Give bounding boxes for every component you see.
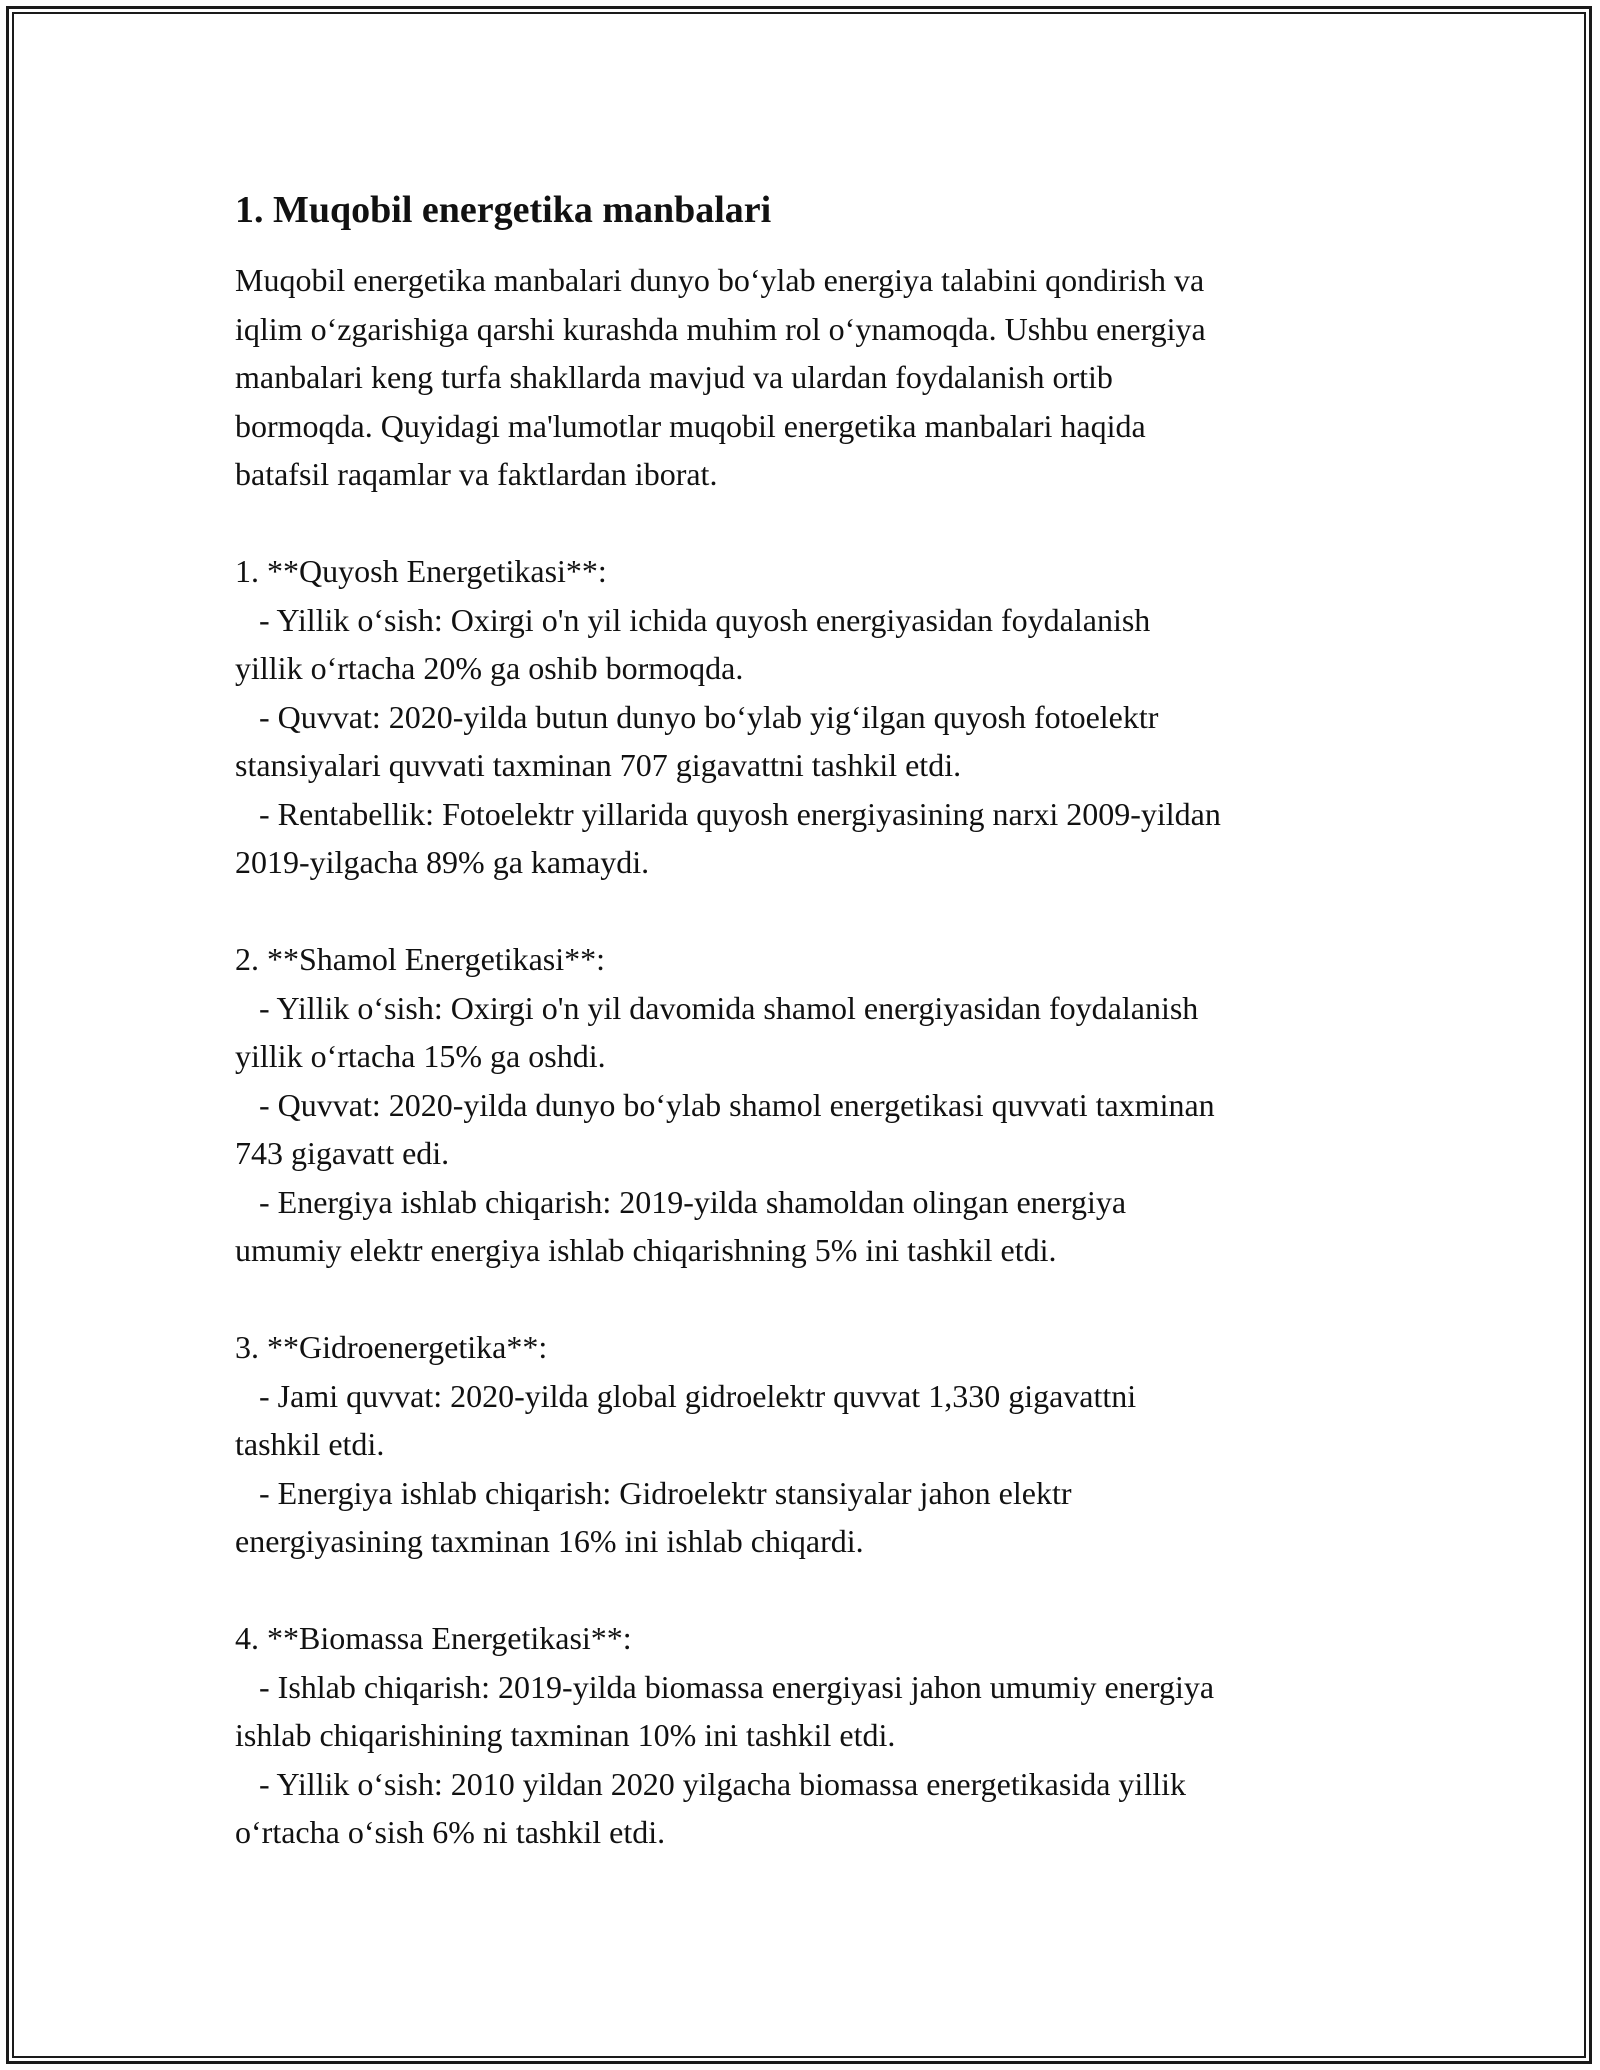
intro-paragraph: Muqobil energetika manbalari dunyo bo‘ylab energiya talabini qondirish va iqlim o‘zgarishiga qarshi kurashda muhim rol o‘ynamoqda. Ushbu energiya manbalari keng turfa shakllarda mavjud va ulardan foydalanish ortib bormoqda. Quyidagi ma'lumotlar muqobil energetika manbalari haqida batafsil raqamlar va faktlardan iborat. [235,262,1206,492]
section-item: - Quvvat: 2020-yilda dunyo bo‘ylab shamol energetikasi quvvati taxminan 743 gigavatt edi. [235,1086,1215,1171]
section-item: - Yillik o‘sish: 2010 yildan 2020 yilgacha biomassa energetikasida yillik o‘rtacha o‘sish 6% ni tashkil etdi. [235,1765,1186,1850]
section-wind [235,935,1385,1275]
section-title: 2. **Shamol Energetikasi**: [235,941,606,977]
section-item: - Ishlab chiqarish: 2019-yilda biomassa energiyasi jahon umumiy energiya ishlab chiqarishining taxminan 10% ini tashkil etdi. [235,1668,1215,1753]
document-body [235,186,1385,1857]
section-biomass [235,1614,1385,1857]
document-heading: 1. Muqobil energetika manbalari [235,189,772,231]
section-title: 3. **Gidroenergetika**: [235,1329,548,1365]
section-title: 4. **Biomassa Energetikasi**: [235,1620,632,1656]
section-item: - Energiya ishlab chiqarish: 2019-yilda shamoldan olingan energiya umumiy elektr energiya ishlab chiqarishning 5% ini tashkil etdi. [235,1183,1127,1268]
section-item: - Yillik o‘sish: Oxirgi o'n yil davomida shamol energiyasidan foydalanish yillik o‘rtacha 15% ga oshdi. [235,989,1199,1074]
section-item: - Quvvat: 2020-yilda butun dunyo bo‘ylab yig‘ilgan quyosh fotoelektr stansiyalari quvvati taxminan 707 gigavattni tashkil etdi. [235,698,1159,783]
section-item: - Energiya ishlab chiqarish: Gidroelektr stansiyalar jahon elektr energiyasining taxminan 16% ini ishlab chiqardi. [235,1474,1072,1559]
section-solar [235,547,1385,887]
section-item: - Rentabellik: Fotoelektr yillarida quyosh energiyasining narxi 2009-yildan 2019-yilgacha 89% ga kamaydi. [235,795,1221,880]
section-title: 1. **Quyosh Energetikasi**: [235,553,607,589]
section-item: - Yillik o‘sish: Oxirgi o'n yil ichida quyosh energiyasidan foydalanish yillik o‘rtacha 20% ga oshib bormoqda. [235,601,1151,686]
section-hydro [235,1323,1385,1566]
section-item: - Jami quvvat: 2020-yilda global gidroelektr quvvat 1,330 gigavattni tashkil etdi. [235,1377,1137,1462]
